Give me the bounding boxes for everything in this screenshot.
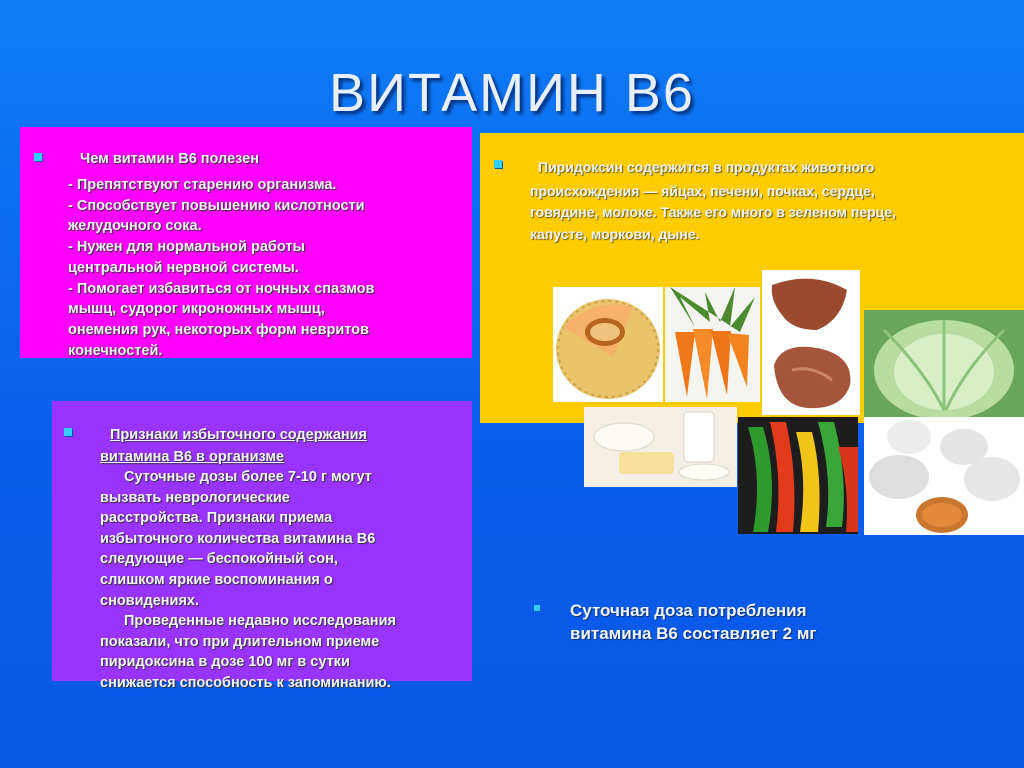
excess-line: избыточного количества витамина В6: [100, 530, 376, 547]
slide-title: ВИТАМИН В6: [329, 63, 695, 123]
bullet-square-icon: [34, 153, 42, 161]
excess-line: показали, что при длительном приеме: [100, 633, 380, 650]
benefits-line: - Нужен для нормальной работы: [68, 239, 305, 256]
cabbage-photo: [864, 310, 1024, 417]
benefits-line: - Помогает избавиться от ночных спазмов: [68, 280, 375, 297]
benefits-box: [20, 127, 472, 358]
excess-line: вызвать неврологические: [100, 489, 290, 506]
benefits-line: - Способствует повышению кислотности: [68, 197, 365, 214]
benefits-line: - Препятствуют старению организма.: [68, 177, 337, 193]
benefits-line: онемения рук, некоторых форм невритов: [68, 321, 369, 338]
daily-dose-note: [570, 599, 930, 645]
bullet-square-icon: [494, 160, 502, 168]
carrots-photo: [665, 287, 760, 402]
benefits-line: центральной нервной системы.: [68, 259, 299, 276]
excess-box: [52, 401, 472, 691]
excess-line: сновидениях.: [100, 592, 200, 609]
benefits-line: мышц, судорог икроножных мышц,: [68, 301, 325, 318]
bullet-square-icon: [64, 428, 72, 436]
sources-line: говядине, молоке. Также его много в зеленом перце,: [530, 204, 896, 220]
excess-line: следующие — беспокойный сон,: [100, 551, 338, 568]
sources-line: Пиридоксин содержится в продуктах животного: [538, 159, 875, 175]
bullet-square-icon: [534, 605, 540, 611]
eggs-photo: [864, 417, 1024, 535]
sources-line: капусте, моркови, дыне.: [530, 225, 700, 242]
liver-kidney-photo: [762, 270, 860, 415]
excess-line: снижается способность к запоминанию.: [100, 675, 391, 691]
excess-heading: Признаки избыточного содержания: [110, 427, 368, 443]
excess-heading: витамина В6 в организме: [100, 449, 285, 465]
dairy-photo: [584, 407, 737, 487]
excess-line: Проведенные недавно исследования: [124, 613, 396, 630]
benefits-line: конечностей.: [68, 342, 163, 359]
benefits-heading: Чем витамин В6 полезен: [80, 151, 259, 167]
excess-line: расстройства. Признаки приема: [100, 510, 333, 527]
daily-dose-line: Суточная доза потребления: [570, 601, 807, 620]
excess-line: пиридоксина в дозе 100 мг в сутки: [100, 654, 350, 671]
melon-photo: [553, 287, 663, 402]
peppers-photo: [738, 417, 858, 534]
excess-line: Суточные дозы более 7-10 г могут: [124, 469, 372, 485]
benefits-line: желудочного сока.: [68, 218, 202, 235]
daily-dose-line: витамина В6 составляет 2 мг: [570, 624, 817, 643]
sources-line: происхождения — яйцах, печени, почках, сердце,: [530, 182, 875, 199]
excess-line: слишком яркие воспоминания о: [100, 572, 333, 588]
